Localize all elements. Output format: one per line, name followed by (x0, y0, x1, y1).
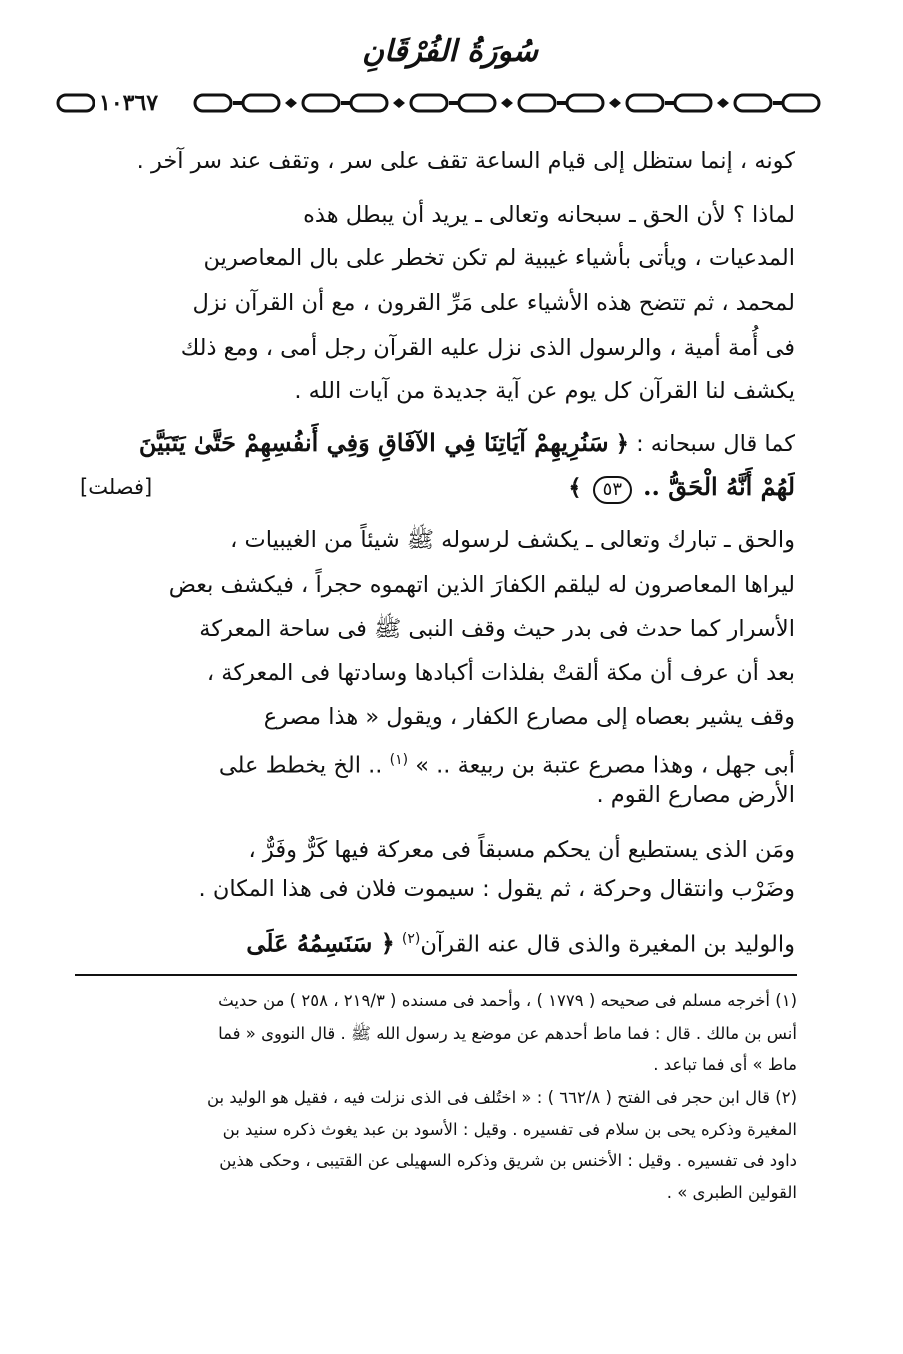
header-ornament-rule (55, 90, 825, 116)
surah-reference: [فصلت] (80, 475, 153, 499)
footnote-line: (٢) قال ابن حجر فى الفتح ( ٦٦٢/٨ ) : « اختُلف فى الذى نزلت فيه ، فقيل هو الوليد بن (206, 1088, 797, 1107)
body-line: لمحمد ، ثم تتضح هذه الأشياء على مَرِّ القرون ، مع أن القرآن نزل (192, 290, 795, 316)
quran-verse-text: ﴿ سَنَسِمُهُ عَلَى (246, 928, 395, 958)
verse-line (75, 418, 795, 468)
footnote-marker: (٢) (401, 931, 421, 947)
body-line: والحق ـ تبارك وتعالى ـ يكشف لرسوله ﷺ شيئاً من الغيبيات ، (230, 527, 795, 553)
surah-title: سُورَةُ الفُرْقَانِ (361, 34, 538, 69)
footnote-line: ماط » أى فما تباعد . (653, 1055, 797, 1074)
body-line-text: أبى جهل ، وهذا مصرع عتبة بن ربيعة .. » (415, 752, 795, 779)
body-line: ليراها المعاصرون له ليلقم الكفارَ الذين اتهموه حجراً ، فيكشف بعض (168, 572, 795, 598)
footnote-line: داود فى تفسيره . وقيل : الأخنس بن شريق وذكره السهيلى عن القتيبى ، وحكى هذين (219, 1151, 797, 1170)
quran-verse-text: لَهُمْ أَنَّهُ الْحَقُّ .. (643, 472, 795, 501)
body-line (75, 914, 795, 964)
footnote-marker: (١) (389, 752, 409, 768)
body-line: بعد أن عرف أن مكة ألقتْ بفلذات أكبادها وسادتها فى المعركة ، (206, 660, 795, 686)
body-line: وضَرْب وانتقال وحركة ، ثم يقول : سيموت فلان فى هذا المكان . (198, 876, 795, 902)
verse-number-badge: ٥٣ (593, 476, 632, 504)
body-line: ومَن الذى يستطيع أن يحكم مسبقاً فى معركة فيها كَرٌّ وفَرٌّ ، (248, 837, 795, 863)
footnote-line: أنس بن مالك . قال : فما ماط أحدهم عن موضع يد رسول الله ﷺ . قال النووى « فما (218, 1024, 797, 1043)
footnote-line: القولين الطبرى » . (666, 1183, 797, 1202)
body-line-text: والوليد بن المغيرة والذى قال عنه القرآن (420, 931, 795, 958)
footnote-separator (75, 974, 797, 976)
body-line: الأرض مصارع القوم . (596, 782, 795, 808)
quran-verse-text: سَنُرِيهِمْ آيَاتِنَا فِي الآفَاقِ وَفِي أَنفُسِهِمْ حَتَّىٰ يَتَبَيَّنَ (138, 428, 609, 457)
body-line: فى أُمة أمية ، والرسول الذى نزل عليه القرآن رجل أمى ، ومع ذلك (180, 335, 795, 361)
body-line: الأسرار كما حدث فى بدر حيث وقف النبى ﷺ فى ساحة المعركة (199, 616, 795, 642)
verse-open-bracket: ﴿ (615, 431, 629, 457)
body-line-text: .. الخ يخطط على (218, 752, 383, 779)
body-line: وقف يشير بعصاه إلى مصارع الكفار ، ويقول « هذا مصرع (263, 704, 795, 730)
body-line: المدعيات ، ويأتى بأشياء غيبية لم تكن تخطر على بال المعاصرين (203, 245, 795, 271)
body-line: يكشف لنا القرآن كل يوم عن آية جديدة من آيات الله . (294, 378, 795, 404)
verse-line (365, 462, 795, 512)
verse-intro: كما قال سبحانه : (636, 431, 795, 457)
body-line: لماذا ؟ لأن الحق ـ سبحانه وتعالى ـ يريد أن يبطل هذه (303, 202, 795, 228)
verse-close-bracket: ﴾ (568, 475, 582, 501)
footnote-line: المغيرة وذكره يحى بن سلام فى تفسيره . وقيل : الأسود بن عبد يغوث ذكره سنيد بن (222, 1120, 797, 1139)
footnote-line: (١) أخرجه مسلم فى صحيحه ( ١٧٧٩ ) ، وأحمد فى مسنده ( ٢١٩/٣ ، ٢٥٨ ) من حديث (218, 991, 797, 1010)
page-number: ١٠٣٦٧ (95, 90, 162, 116)
body-line: كونه ، إنما ستظل إلى قيام الساعة تقف على سر ، وتقف عند سر آخر . (136, 148, 795, 174)
